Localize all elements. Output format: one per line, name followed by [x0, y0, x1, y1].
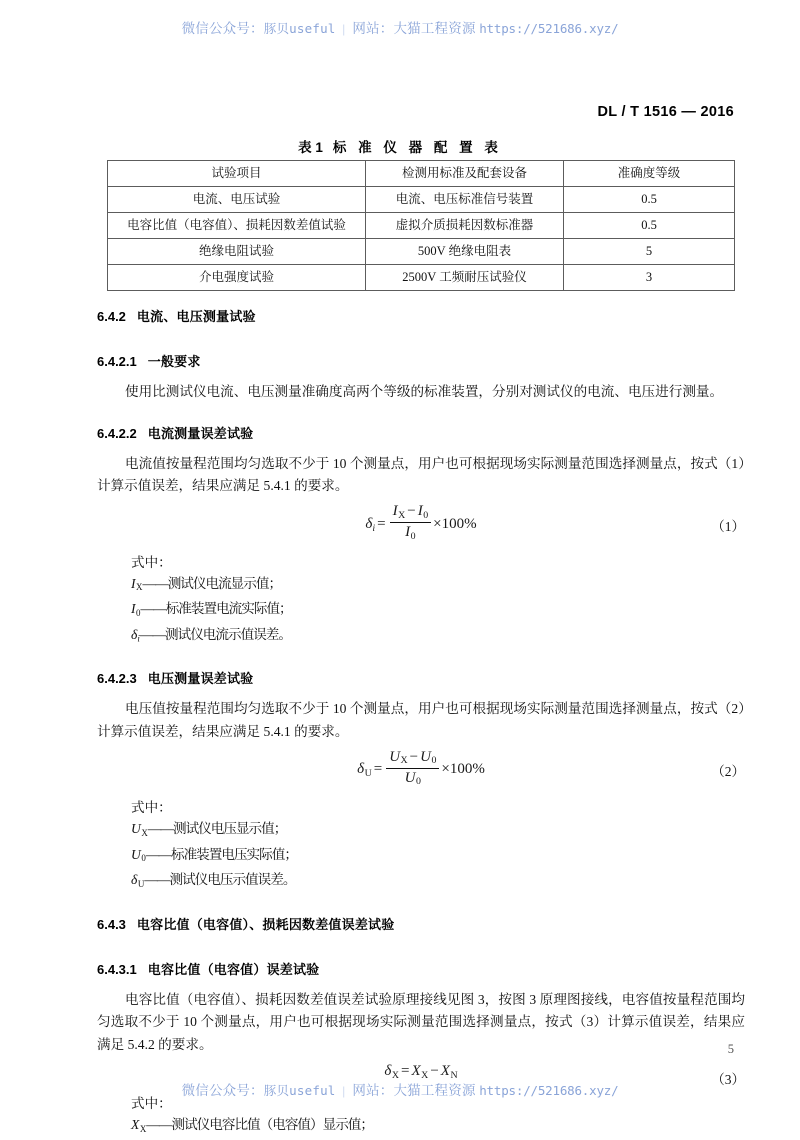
formula-2-num-a-sub: X: [400, 755, 408, 767]
formula-1-minus: −: [407, 503, 416, 519]
where-item: [131, 573, 745, 599]
watermark-site-label: 网站：: [352, 1083, 394, 1098]
where-symbol: I: [131, 575, 136, 591]
where-symbol: I: [131, 601, 136, 616]
formula-2-lhs-symbol: δ: [357, 761, 365, 778]
watermark-wechat-name: 豚贝useful: [263, 21, 336, 36]
formula-1-num-b: I: [417, 503, 423, 519]
heading-6-4-2: [97, 306, 745, 325]
heading-6-4-2-title: 电流、电压测量试验: [136, 309, 256, 324]
heading-6-4-2-2-title: 电流测量误差试验: [147, 425, 254, 441]
formula-1-equals: =: [377, 515, 386, 532]
where-text: ——标准装置电压实际值；: [145, 846, 297, 862]
watermark-separator: |: [342, 1083, 346, 1098]
where-text: ——测试仪电流显示值；: [142, 575, 282, 591]
where-subscript: X: [136, 582, 143, 592]
where-text: ——测试仪电容比值（电容值）显示值；: [146, 1117, 373, 1132]
formula-2-number: （2）: [711, 764, 745, 779]
formula-1: [97, 505, 745, 544]
heading-6-4-3-title: 电容比值（电容值）、损耗因数差值误差试验: [136, 916, 395, 932]
where-subscript: i: [137, 633, 140, 643]
formula-1-denominator: [390, 523, 432, 542]
table-caption-title: 标 准 仪 器 配 置 表: [332, 140, 502, 155]
formula-2-denominator: [386, 769, 439, 788]
formula-2: [97, 750, 745, 789]
where-text: ——测试仪电压示值误差。: [144, 872, 296, 887]
where-text: ——测试仪电流示值误差。: [139, 626, 291, 642]
where-subscript: 0: [136, 607, 141, 618]
heading-6-4-2-3: [97, 668, 745, 687]
standard-instrument-table: [107, 160, 735, 291]
table-column-header-accuracy-class: 准确度等级: [564, 161, 735, 187]
table-cell-test-item: 电容比值（电容值）、损耗因数差值试验: [108, 213, 366, 239]
formula-2-minus: −: [409, 748, 419, 765]
table-column-header-standard-equipment: 检测用标准及配套设备: [366, 161, 564, 187]
formula-1-tail: ×100%: [433, 515, 477, 532]
heading-6-4-2-2-number: 6.4.2.2: [97, 425, 137, 441]
table-cell-test-item: 绝缘电阻试验: [108, 239, 366, 265]
formula-2-fraction: [386, 749, 439, 788]
formula-2-den: U: [404, 769, 416, 786]
watermark-site-name: 大猫工程资源: [393, 1083, 476, 1098]
where-item: [131, 869, 745, 895]
formula-3-b-sub: N: [450, 1069, 458, 1081]
formula-1-number: （1）: [711, 518, 745, 534]
where-text: ——标准装置电流实际值；: [140, 601, 292, 616]
standard-instrument-table-wrapper: [107, 160, 734, 291]
standard-number: DL / T 1516 — 2016: [597, 104, 734, 120]
table-cell-test-item: 介电强度试验: [108, 265, 366, 291]
document-body: [97, 306, 745, 1140]
formula-2-equals: =: [373, 761, 383, 778]
where-item: [131, 1114, 745, 1140]
where-symbol: δ: [131, 872, 138, 887]
formula-1-fraction: [390, 503, 432, 542]
formula-2-num-b-sub: 0: [431, 755, 437, 767]
formula-1-num-b-sub: 0: [423, 509, 429, 521]
watermark-site-label: 网站：: [352, 21, 394, 36]
formula-3-lhs-symbol: δ: [384, 1063, 392, 1079]
formula-2-num-b: U: [420, 748, 431, 765]
formula-3-a-sub: X: [421, 1069, 429, 1081]
formula-2-numerator: [386, 749, 439, 769]
table-cell-accuracy-class: 0.5: [564, 213, 735, 239]
watermark-url: https://521686.xyz/: [479, 21, 619, 36]
formula-1-den-sub: 0: [410, 530, 416, 542]
watermark-top: [0, 17, 800, 37]
paragraph-6-4-2-3: 电压值按量程范围均匀选取不少于 10 个测量点，用户也可根据现场实际测量范围选择测量点，按式（2）计算示值误差，结果应满足 5.4.1 的要求。: [97, 701, 745, 739]
where-text: ——测试仪电压显示值；: [147, 821, 287, 836]
table-row: [108, 187, 735, 213]
table-header-row: [108, 161, 735, 187]
formula-1-num-a-sub: X: [398, 509, 406, 521]
table-column-header-test-item: 试验项目: [108, 161, 366, 187]
where-item: [131, 844, 745, 870]
where-subscript: U: [137, 878, 145, 889]
formula-2-num-a: U: [389, 748, 401, 765]
where-block-1: [97, 552, 745, 650]
table-row: [108, 265, 735, 291]
where-subscript: X: [141, 827, 148, 838]
table-cell-accuracy-class: 5: [564, 239, 735, 265]
table-cell-accuracy-class: 3: [564, 265, 735, 291]
table-cell-standard-equipment: 虚拟介质损耗因数标准器: [366, 213, 564, 239]
heading-6-4-2-1-number: 6.4.2.1: [97, 354, 137, 369]
where-item: [131, 598, 745, 624]
heading-6-4-2-number: 6.4.2: [97, 309, 126, 324]
where-symbol: U: [131, 846, 141, 862]
formula-2-row: [97, 750, 745, 790]
heading-6-4-2-1-title: 一般要求: [147, 354, 201, 369]
formula-3-b: X: [440, 1063, 450, 1079]
table-cell-standard-equipment: 电流、电压标准信号装置: [366, 187, 564, 213]
table-caption: [0, 136, 800, 156]
where-item: [131, 624, 745, 650]
table-caption-label: 表 1: [298, 140, 323, 155]
heading-6-4-3-number: 6.4.3: [97, 916, 126, 932]
table-cell-test-item: 电流、电压试验: [108, 187, 366, 213]
table-row: [108, 239, 735, 265]
heading-6-4-2-1: [97, 351, 745, 370]
where-item: [131, 818, 745, 844]
formula-1-numerator: [390, 503, 432, 523]
where-symbol: X: [131, 1117, 140, 1132]
watermark-wechat-name: 豚贝useful: [263, 1083, 336, 1098]
formula-2-lhs-subscript: U: [364, 767, 372, 779]
where-label-3: 式中：: [131, 1096, 172, 1111]
formula-3-lhs-subscript: X: [391, 1069, 400, 1081]
paragraph-6-4-3-1: 电容比值（电容值）、损耗因数差值误差试验原理接线见图 3，按图 3 原理图接线，电容值按量程范围均匀选取不少于 10 个测量点，用户也可根据现场实际测量范围选择测量点，按式（3）计算示值误差，结果应满足 5.4.2 的要求。: [97, 991, 745, 1052]
watermark-wechat-label: 微信公众号：: [181, 21, 264, 36]
formula-3-minus: −: [430, 1063, 439, 1079]
watermark-bottom: [0, 1079, 800, 1099]
paragraph-6-4-2-2: 电流值按量程范围均匀选取不少于 10 个测量点，用户也可根据现场实际测量范围选择测量点，按式（1）计算示值误差，结果应满足 5.4.1 的要求。: [97, 455, 745, 493]
where-subscript: 0: [141, 853, 146, 863]
where-symbol: δ: [131, 626, 138, 642]
where-label-2: 式中：: [131, 800, 172, 815]
formula-2-den-sub: 0: [416, 776, 421, 788]
table-row: [108, 213, 735, 239]
watermark-site-name: 大猫工程资源: [393, 21, 476, 36]
formula-2-tail: ×100%: [441, 761, 485, 778]
where-block-2: [97, 797, 745, 895]
formula-1-num-a: I: [392, 503, 398, 519]
where-label-1: 式中：: [131, 554, 172, 570]
heading-6-4-2-3-number: 6.4.2.3: [97, 671, 137, 686]
where-subscript: X: [139, 1123, 147, 1134]
paragraph-6-4-2-1: 使用比测试仪电流、电压测量准确度高两个等级的标准装置，分别对测试仪的电流、电压进行测量。: [125, 384, 724, 399]
heading-6-4-3-1-number: 6.4.3.1: [97, 961, 137, 977]
where-symbol: U: [131, 821, 141, 836]
heading-6-4-2-3-title: 电压测量误差试验: [147, 671, 254, 686]
watermark-wechat-label: 微信公众号：: [181, 1083, 264, 1098]
watermark-url: https://521686.xyz/: [479, 1083, 619, 1098]
table-cell-accuracy-class: 0.5: [564, 187, 735, 213]
formula-3-a: X: [411, 1063, 421, 1079]
where-block-3: [97, 1093, 745, 1140]
formula-3-number: （3）: [711, 1072, 745, 1087]
heading-6-4-3: [97, 914, 745, 933]
formula-3-equals: =: [401, 1063, 410, 1079]
page-number: 5: [727, 1042, 734, 1056]
formula-1-row: [97, 505, 745, 545]
heading-6-4-3-1-title: 电容比值（电容值）误差试验: [147, 961, 320, 977]
heading-6-4-2-2: [97, 423, 745, 442]
formula-1-den: I: [405, 524, 411, 541]
table-cell-standard-equipment: 2500V 工频耐压试验仪: [366, 265, 564, 291]
heading-6-4-3-1: [97, 959, 745, 978]
formula-1-lhs-subscript: i: [372, 522, 376, 534]
watermark-separator: |: [342, 21, 346, 36]
table-cell-standard-equipment: 500V 绝缘电阻表: [366, 239, 564, 265]
formula-1-lhs-symbol: δ: [365, 515, 373, 532]
